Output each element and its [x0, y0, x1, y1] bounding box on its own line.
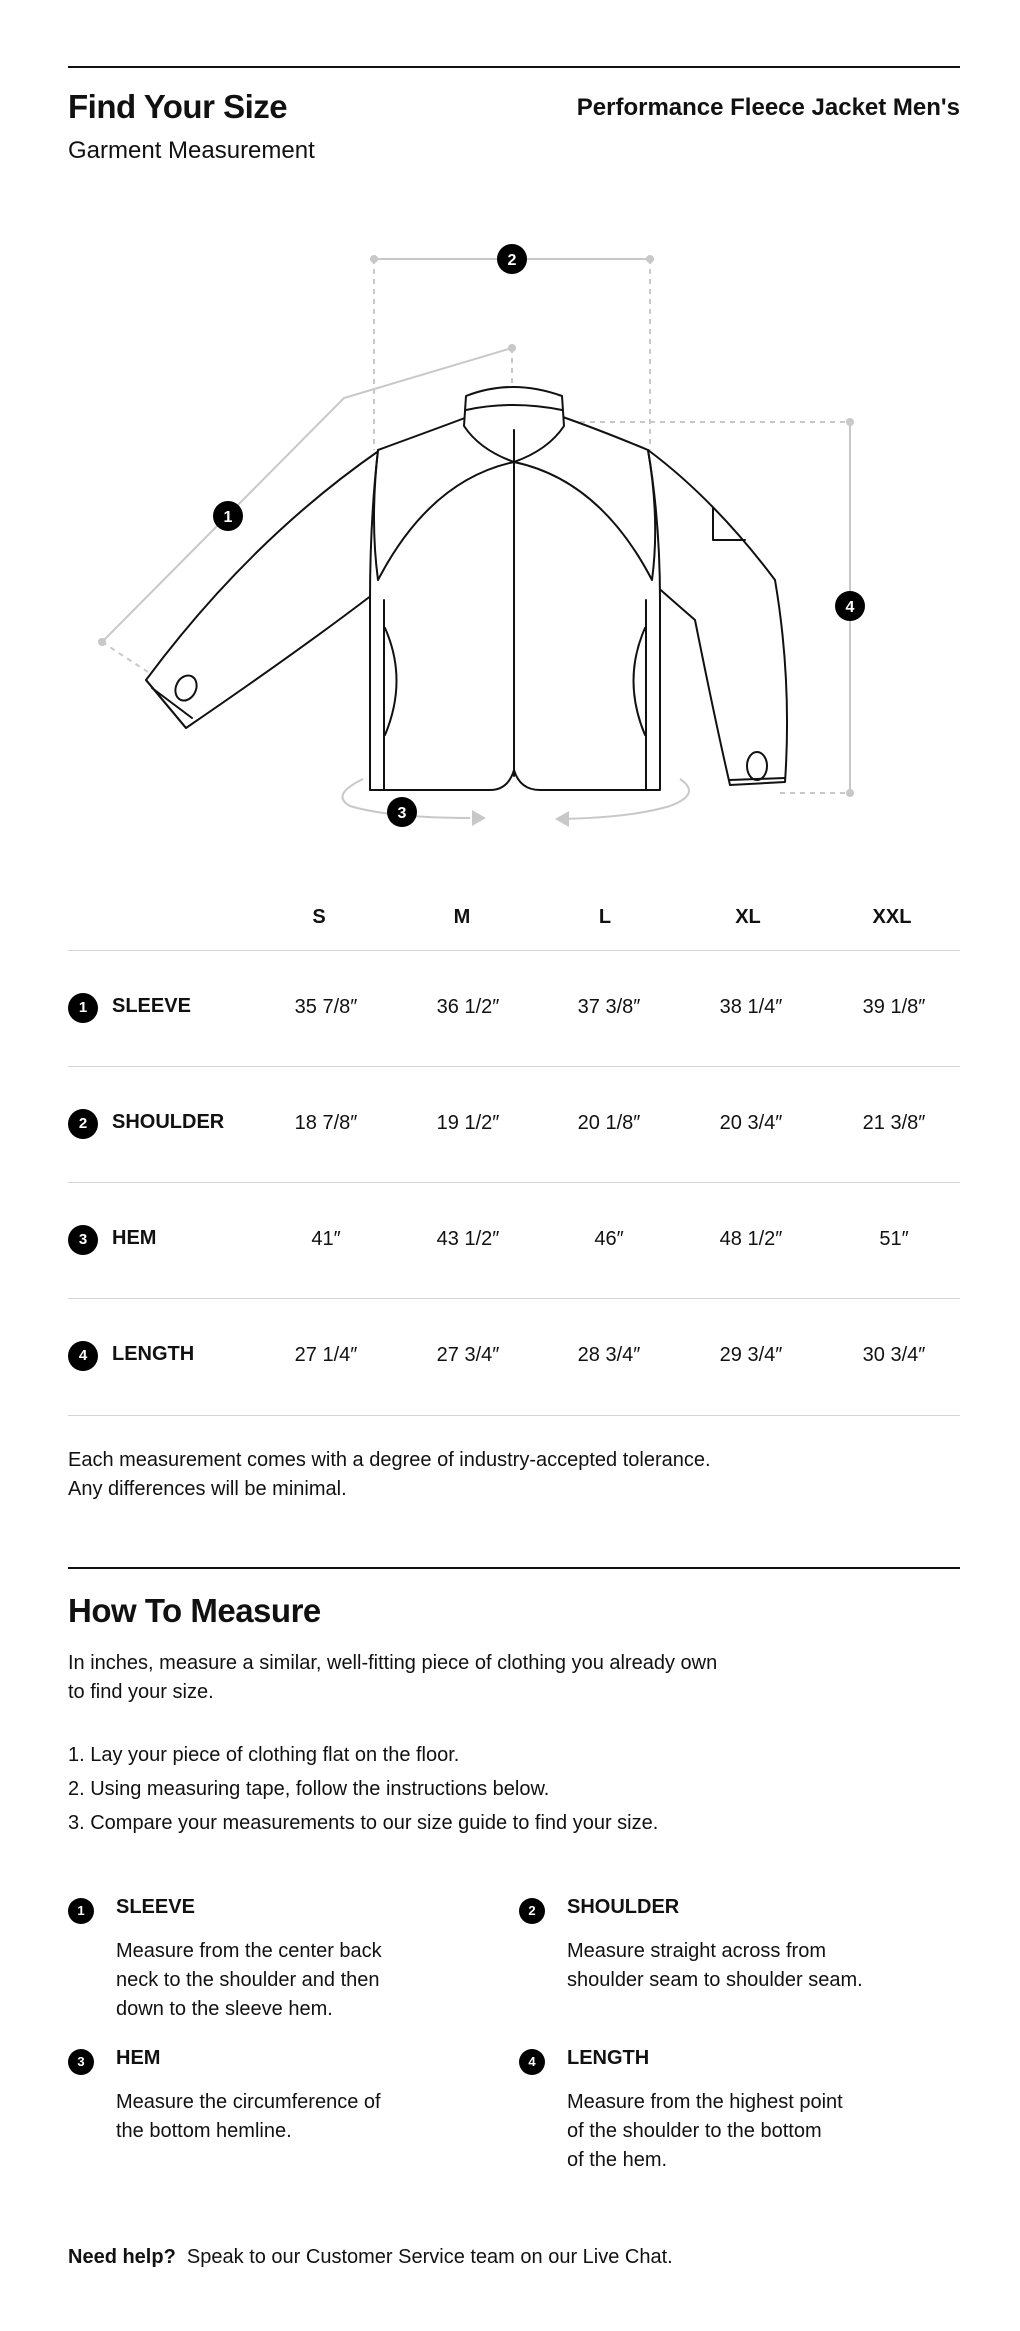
help-line [68, 2246, 673, 2269]
measure-description [116, 1937, 456, 2024]
table-cell: 28 3/4″ [577, 1344, 641, 1366]
hem-arrow-right [472, 810, 486, 826]
table-row-sleeve [68, 950, 960, 1067]
measure-description [567, 1937, 907, 1995]
table-cell: 20 3/4″ [719, 1112, 783, 1134]
row-number-badge: 3 [68, 1225, 98, 1255]
marker-2-label: 2 [507, 252, 517, 269]
help-label: Need help? [68, 2246, 176, 2268]
col-xl: XL [735, 906, 761, 928]
table-row-shoulder [68, 1066, 960, 1183]
tolerance-note-line: Each measurement comes with a degree of industry-accepted tolerance. [68, 1449, 711, 1471]
marker-4-label: 4 [845, 599, 855, 616]
table-cell: 21 3/8″ [862, 1112, 926, 1134]
table-cell: 30 3/4″ [862, 1344, 926, 1366]
measure-description [567, 2088, 907, 2175]
table-cell: 18 7/8″ [294, 1112, 358, 1134]
product-name: Performance Fleece Jacket Men's [576, 94, 960, 121]
number-badge: 1 [68, 1898, 94, 1924]
intro-line: to find your size. [68, 1681, 214, 1703]
desc-line: Measure the circumference of [116, 2091, 381, 2113]
measure-title: SLEEVE [116, 1896, 195, 1918]
table-cell: 20 1/8″ [577, 1112, 641, 1134]
step-item: 3. Compare your measurements to our size guide to find your size. [68, 1812, 659, 1834]
table-cell: 19 1/2″ [436, 1112, 500, 1134]
marker-1-label: 1 [223, 509, 233, 526]
number-badge: 4 [519, 2049, 545, 2075]
tolerance-note [68, 1446, 928, 1504]
table-cell: 43 1/2″ [436, 1228, 500, 1250]
row-label: HEM [112, 1227, 157, 1249]
table-row-hem [68, 1182, 960, 1299]
desc-line: shoulder seam to shoulder seam. [567, 1969, 863, 1991]
table-cell: 48 1/2″ [719, 1228, 783, 1250]
row-number-badge: 4 [68, 1341, 98, 1371]
measure-title: SHOULDER [567, 1896, 680, 1918]
tolerance-note-line: Any differences will be minimal. [68, 1478, 347, 1500]
col-xxl: XXL [872, 906, 912, 928]
desc-line: Measure from the center back [116, 1940, 382, 1962]
row-number-badge: 1 [68, 993, 98, 1023]
table-cell: 36 1/2″ [436, 996, 500, 1018]
table-cell: 46″ [594, 1228, 624, 1250]
desc-line: down to the sleeve hem. [116, 1998, 333, 2020]
page-title: Find Your Size [68, 88, 288, 125]
step-item: 1. Lay your piece of clothing flat on the floor. [68, 1744, 460, 1766]
marker-3 [387, 797, 417, 827]
how-to-intro [68, 1649, 848, 1707]
marker-4 [835, 591, 865, 621]
table-cell: 35 7/8″ [294, 996, 358, 1018]
step-item: 2. Using measuring tape, follow the instructions below. [68, 1778, 550, 1800]
measure-title: HEM [116, 2047, 161, 2069]
marker-2 [497, 244, 527, 274]
table-cell: 41″ [311, 1228, 341, 1250]
table-cell: 39 1/8″ [862, 996, 926, 1018]
table-cell: 38 1/4″ [719, 996, 783, 1018]
col-l: L [598, 906, 612, 928]
table-cell: 29 3/4″ [719, 1344, 783, 1366]
col-m: M [453, 906, 471, 928]
measure-description [116, 2088, 456, 2146]
how-to-title: How To Measure [68, 1592, 321, 1629]
row-label: SHOULDER [112, 1111, 225, 1133]
desc-line: of the shoulder to the bottom [567, 2120, 822, 2142]
table-cell: 37 3/8″ [577, 996, 641, 1018]
help-live-chat-link[interactable]: Speak to our Customer Service team on our Live Chat. [186, 2246, 673, 2268]
desc-line: Measure from the highest point [567, 2091, 843, 2113]
table-row-length [68, 1298, 960, 1416]
desc-line: the bottom hemline. [116, 2120, 292, 2142]
section-divider [68, 1567, 960, 1569]
marker-3-label: 3 [397, 805, 407, 822]
intro-line: In inches, measure a similar, well-fitting piece of clothing you already own [68, 1652, 718, 1674]
table-cell: 51″ [879, 1228, 909, 1250]
table-cell: 27 3/4″ [436, 1344, 500, 1366]
measure-title: LENGTH [567, 2047, 650, 2069]
row-label: SLEEVE [112, 995, 191, 1017]
how-to-steps [68, 1738, 658, 1840]
page-subtitle: Garment Measurement [68, 137, 315, 164]
jacket-outline [146, 387, 787, 790]
desc-line: Measure straight across from [567, 1940, 826, 1962]
number-badge: 3 [68, 2049, 94, 2075]
jacket-measurement-diagram [0, 230, 1020, 850]
size-table-header [0, 906, 1020, 936]
col-s: S [312, 906, 326, 928]
number-badge: 2 [519, 1898, 545, 1924]
row-number-badge: 2 [68, 1109, 98, 1139]
table-cell: 27 1/4″ [294, 1344, 358, 1366]
row-label: LENGTH [112, 1343, 195, 1365]
desc-line: of the hem. [567, 2149, 668, 2171]
desc-line: neck to the shoulder and then [116, 1969, 380, 1991]
hem-arrow-left [555, 811, 569, 827]
marker-1 [213, 501, 243, 531]
top-divider [68, 66, 960, 68]
